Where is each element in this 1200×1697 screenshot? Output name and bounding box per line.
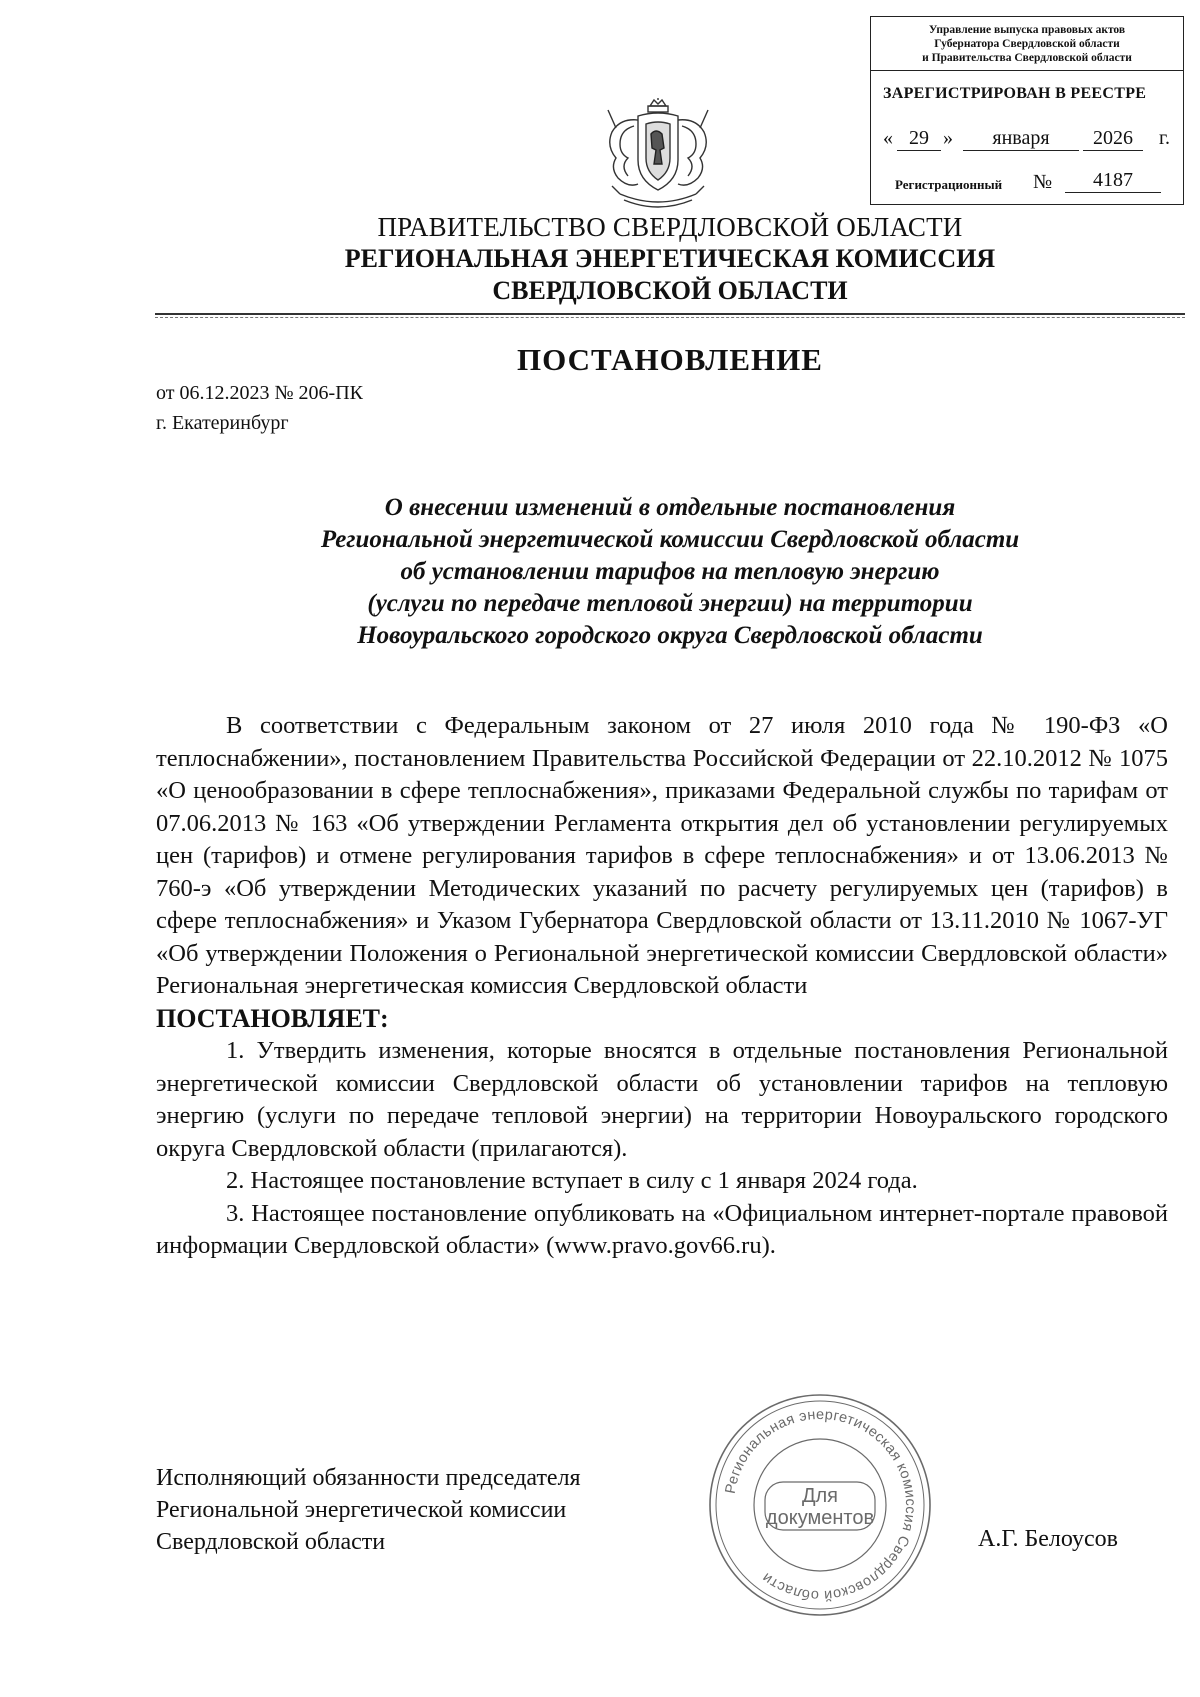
stamp-ring-text: Региональная энергетическая комиссия Свердловской области (722, 1406, 919, 1604)
registration-year: 2026 (1093, 127, 1133, 149)
registration-number: 4187 (1065, 169, 1161, 193)
document-body (156, 710, 1168, 1263)
decree-item-3: 3. Настоящее постановление опубликовать на «Официальном интернет-портале правовой информации Свердловской области» (www.pravo.gov66.ru). (156, 1199, 1168, 1259)
registration-year-suffix: г. (1159, 127, 1170, 149)
stamp-seal-icon (705, 1390, 935, 1620)
date-quote-close: » (943, 127, 953, 149)
document-title (170, 492, 1170, 652)
government-name: ПРАВИТЕЛЬСТВО СВЕРДЛОВСКОЙ ОБЛАСТИ (377, 212, 963, 242)
decree-word: ПОСТАНОВЛЯЕТ: (156, 1003, 389, 1033)
header-divider-dashed (155, 317, 1185, 318)
registration-authority-line: Управление выпуска правовых актов (928, 23, 1126, 36)
document-city: г. Екатеринбург (156, 412, 289, 434)
coat-of-arms-icon (598, 98, 718, 212)
title-line: Новоуральского городского округа Свердловской области (357, 622, 983, 649)
signatory-position (156, 1462, 581, 1558)
stamp-center-line2: документов (765, 1507, 875, 1529)
registration-authority-line: Губернатора Свердловской области (934, 37, 1120, 50)
stamp-center-line1: Для (801, 1485, 839, 1507)
registration-status: ЗАРЕГИСТРИРОВАН В РЕЕСТРЕ (883, 85, 1147, 102)
title-line: О внесении изменений в отдельные постановления (384, 494, 956, 521)
date-quote-open: « (883, 127, 893, 149)
header-divider (155, 313, 1185, 315)
signatory-position-line: Исполняющий обязанности председателя (156, 1465, 581, 1491)
registration-authority (871, 17, 1183, 71)
registration-authority-line: и Правительства Свердловской области (922, 51, 1132, 64)
preamble-paragraph: В соответствии с Федеральным законом от 27 июля 2010 года № 190-ФЗ «О теплоснабжении», постановлением Правительства Российской Федерации от 22.10.2012 № 1075 «О ценообразовании в сфере теплоснабжения», приказами Федеральной службы по тарифам от 07.06.2013 № 163 «Об утверждении Регламента открытия дел об установлении регулируемых цен (тарифов) и отмене регулирования тарифов в сфере теплоснабжения» и от 13.06.2013 № 760-э «Об утверждении Методических указаний по расчету регулируемых цен (тарифов) в сфере теплоснабжения» и Указом Губернатора Свердловской области от 13.11.2010 № 1067-УГ «Об утверждении Положения о Региональной энергетической комиссии Свердловской области» Региональная энергетическая комиссия Свердловской области (156, 712, 1168, 999)
decree-item-2: 2. Настоящее постановление вступает в силу с 1 января 2024 года. (226, 1167, 918, 1194)
registration-month: января (992, 127, 1050, 149)
commission-name-line2: СВЕРДЛОВСКОЙ ОБЛАСТИ (492, 276, 848, 305)
title-line: Региональной энергетической комиссии Свердловской области (320, 526, 1020, 553)
registration-number-sign: № (1033, 171, 1053, 193)
commission-name-line1: РЕГИОНАЛЬНАЯ ЭНЕРГЕТИЧЕСКАЯ КОМИССИЯ (344, 244, 996, 273)
registration-date (883, 127, 1179, 155)
registration-box (870, 16, 1184, 205)
registration-number-label: Регистрационный (895, 177, 1003, 192)
title-line: об установлении тарифов на тепловую энергию (400, 558, 940, 585)
signatory-name: А.Г. Белоусов (978, 1526, 1118, 1552)
title-line: (услуги по передаче тепловой энергии) на территории (367, 590, 973, 617)
document-date-number: от 06.12.2023 № 206-ПК (156, 382, 364, 404)
signatory-position-line: Региональной энергетической комиссии (156, 1497, 567, 1523)
decree-item-1: 1. Утвердить изменения, которые вносятся в отдельные постановления Региональной энергетической комиссии Свердловской области об установлении тарифов на тепловую энергию (услуги по передаче тепловой энергии) на территории Новоуральского городского округа Свердловской области (прилагаются). (156, 1037, 1168, 1162)
signatory-position-line: Свердловской области (156, 1529, 386, 1555)
document-type: ПОСТАНОВЛЕНИЕ (517, 342, 823, 377)
registration-day: 29 (909, 127, 929, 149)
